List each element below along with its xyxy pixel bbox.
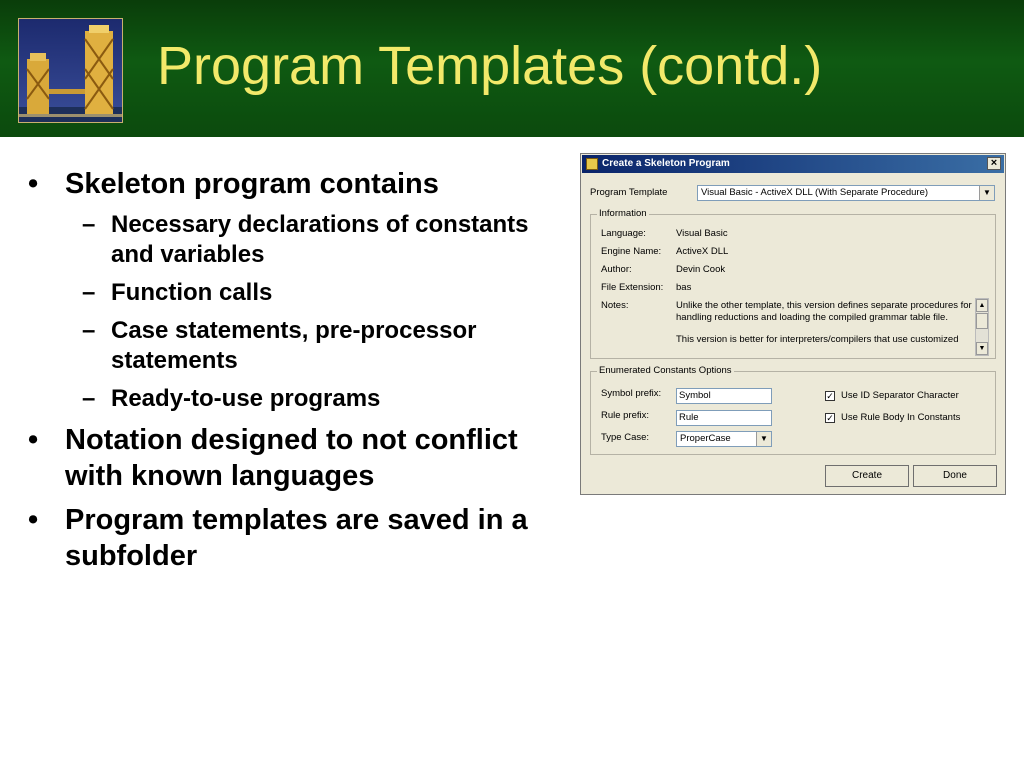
scroll-thumb[interactable] bbox=[976, 313, 988, 329]
enum-options-group bbox=[590, 365, 996, 455]
rule-prefix-label: Rule prefix: bbox=[601, 410, 650, 421]
skeleton-program-dialog bbox=[580, 153, 1006, 495]
bullet-item bbox=[28, 166, 568, 202]
dash-glyph: – bbox=[82, 211, 96, 238]
program-template-select[interactable] bbox=[697, 185, 995, 201]
slide-title: Program Templates (contd.) bbox=[157, 36, 823, 96]
type-case-label: Type Case: bbox=[601, 432, 650, 443]
extension-label: File Extension: bbox=[601, 282, 664, 293]
symbol-prefix-label: Symbol prefix: bbox=[601, 388, 662, 399]
done-button[interactable]: Done bbox=[913, 465, 997, 487]
use-id-separator-label: Use ID Separator Character bbox=[841, 390, 959, 401]
dash-glyph: – bbox=[82, 317, 96, 344]
bullet-item bbox=[28, 422, 568, 494]
sub-bullet-item bbox=[82, 278, 568, 308]
app-icon bbox=[586, 158, 598, 170]
use-rule-body-label: Use Rule Body In Constants bbox=[841, 412, 961, 423]
type-case-select[interactable] bbox=[676, 431, 772, 447]
sub-bullet-text: Necessary declarations of constants and variables bbox=[111, 211, 529, 268]
notes-label: Notes: bbox=[601, 300, 629, 311]
title-bar bbox=[0, 0, 1024, 137]
sub-bullet-list bbox=[82, 210, 568, 414]
information-group bbox=[590, 208, 996, 359]
notes-scrollbar[interactable] bbox=[975, 298, 989, 356]
use-rule-body-checkbox[interactable] bbox=[825, 412, 960, 423]
use-id-separator-checkbox[interactable] bbox=[825, 390, 959, 401]
tower-bridge-logo bbox=[18, 18, 123, 123]
author-value: Devin Cook bbox=[676, 264, 726, 275]
chevron-down-icon[interactable]: ▼ bbox=[979, 186, 994, 200]
scroll-up-icon[interactable]: ▲ bbox=[976, 299, 988, 312]
scroll-down-icon[interactable]: ▼ bbox=[976, 342, 988, 355]
bullet-glyph: • bbox=[28, 168, 39, 200]
dialog-title: Create a Skeleton Program bbox=[602, 158, 730, 169]
bullet-text: Program templates are saved in a subfolder bbox=[65, 504, 528, 572]
author-label: Author: bbox=[601, 264, 632, 275]
language-value: Visual Basic bbox=[676, 228, 728, 239]
notes-line: Unlike the other template, this version defines separate procedures for bbox=[676, 300, 972, 311]
bullet-glyph: • bbox=[28, 504, 39, 536]
checkmark-icon[interactable]: ✓ bbox=[826, 412, 834, 423]
chevron-down-icon[interactable]: ▼ bbox=[756, 432, 771, 446]
sub-bullet-item bbox=[82, 316, 568, 376]
dash-glyph: – bbox=[82, 279, 96, 306]
bullet-text: Skeleton program contains bbox=[65, 168, 439, 200]
extension-value: bas bbox=[676, 282, 692, 293]
information-title: Information bbox=[599, 208, 647, 219]
language-label: Language: bbox=[601, 228, 646, 239]
bullet-glyph: • bbox=[28, 424, 39, 456]
slide-body bbox=[28, 166, 568, 582]
engine-value: ActiveX DLL bbox=[676, 246, 729, 257]
engine-label: Engine Name: bbox=[601, 246, 662, 257]
bullet-item bbox=[28, 502, 568, 574]
sub-bullet-text: Case statements, pre-processor statements bbox=[111, 317, 477, 374]
sub-bullet-item bbox=[82, 210, 568, 270]
close-button[interactable]: × bbox=[987, 157, 1001, 170]
checkmark-icon[interactable]: ✓ bbox=[826, 390, 834, 401]
notes-line: This version is better for interpreters/compilers that use customized bbox=[676, 334, 959, 345]
notes-line: handling reductions and loading the compiled grammar table file. bbox=[676, 312, 948, 323]
program-template-label: Program Template bbox=[590, 187, 668, 198]
bullet-text: Notation designed to not conflict with known languages bbox=[65, 424, 518, 492]
enum-options-title: Enumerated Constants Options bbox=[599, 365, 732, 376]
dash-glyph: – bbox=[82, 385, 96, 412]
type-case-value: ProperCase bbox=[680, 433, 731, 444]
create-button[interactable]: Create bbox=[825, 465, 909, 487]
sub-bullet-item bbox=[82, 384, 568, 414]
program-template-value: Visual Basic - ActiveX DLL (With Separate Procedure) bbox=[701, 187, 929, 198]
sub-bullet-text: Ready-to-use programs bbox=[111, 385, 381, 412]
rule-prefix-input[interactable]: Rule bbox=[676, 410, 772, 426]
sub-bullet-text: Function calls bbox=[111, 279, 273, 306]
symbol-prefix-input[interactable]: Symbol bbox=[676, 388, 772, 404]
dialog-title-bar[interactable] bbox=[582, 155, 1004, 173]
